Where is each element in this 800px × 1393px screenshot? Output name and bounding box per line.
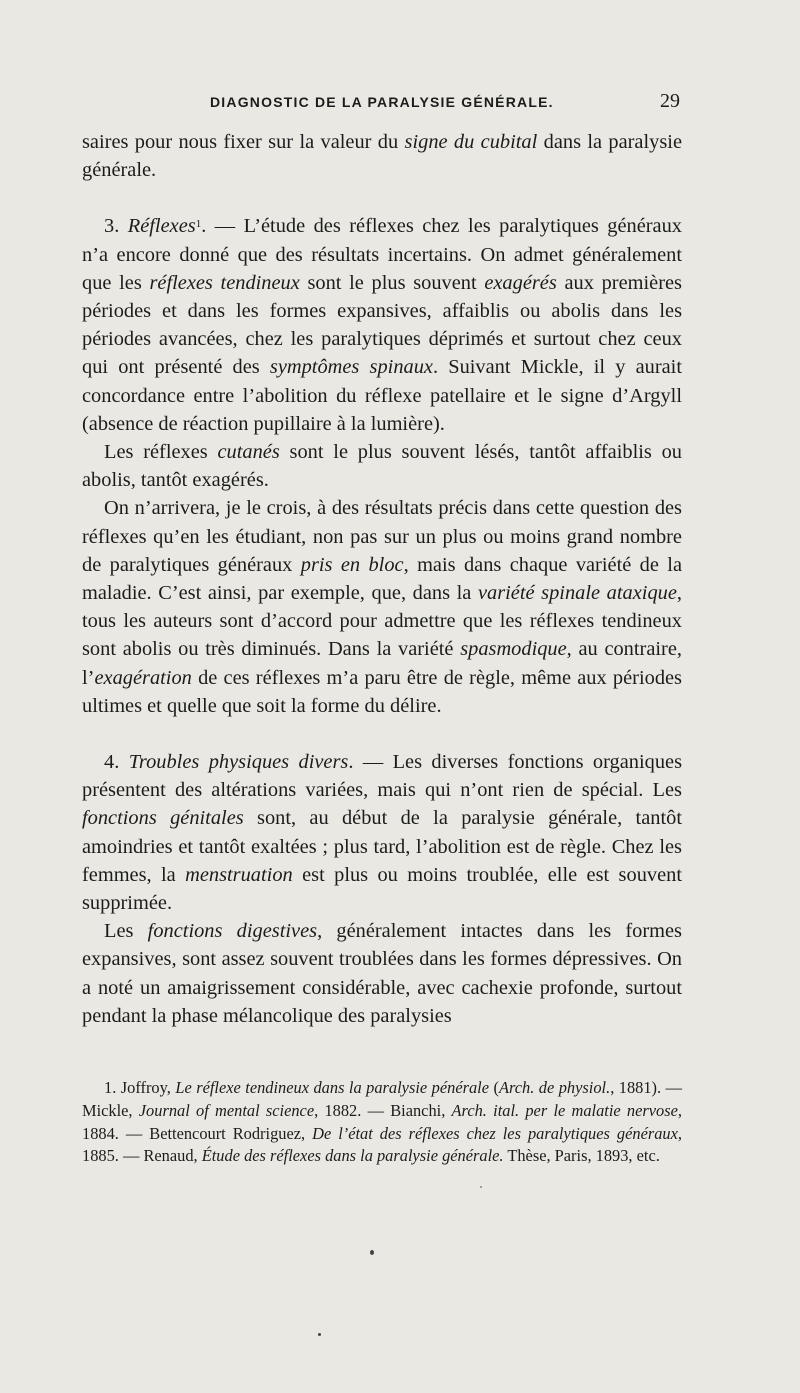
paragraph-cutaneous-reflexes: Les réflexes cutanés sont le plus souvent lésés, tantôt affaiblis ou abolis, tantôt exagérés. xyxy=(82,441,682,492)
section-heading: Troubles physiques divers xyxy=(128,751,349,774)
footnote-1: 1. Joffroy, Le réflexe tendineux dans la paralysie pénérale (Arch. de physiol., 1881). — Mickle, Journal of mental science, 1882. — Bianchi, Arch. ital. per le malatie nervose, 1884. — Bettencourt Rodriguez, De l’état des réflexes chez les paralytiques généraux, 1885. — Renaud, Étude des réflexes dans la paralysie générale. Thèse, Paris, 1893, etc. xyxy=(82,1078,683,1166)
page-number: 29 xyxy=(660,90,680,112)
paragraph-1: saires pour nous fixer sur la valeur du signe du cubital dans la paralysie générale. xyxy=(82,131,682,182)
paragraph-reflex-research: On n’arrivera, je le crois, à des résultats précis dans cette question des réflexes qu’en les étudiant, non pas sur un plus ou moins grand nombre de paralytiques généraux pris en bloc, mais dans chaque variété de la maladie. C’est ainsi, par exemple, que, dans la variété spinale ataxique, tous les auteurs sont d’accord pour admettre que les réflexes tendineux sont abolis ou très diminués. Dans la variété spasmodique, au contraire, l’exagération de ces réflexes m’a paru être de règle, même aux périodes ultimes et quelle que soit la forme du délire. xyxy=(82,497,682,717)
speck xyxy=(318,1333,321,1336)
running-head: DIAGNOSTIC DE LA PARALYSIE GÉNÉRALE. xyxy=(210,94,554,110)
section-heading: Réflexes xyxy=(127,215,196,238)
section-3-reflexes: 3. Réflexes$^1$. — L’étude des réflexes chez les paralytiques généraux n’a encore donné que des résultats incertains. On admet généralement que les réflexes tendineux sont le plus souvent exagérés aux premières périodes et dans les formes expansives, affaiblis ou abolis dans les périodes avancées, chez les paralytiques déprimés et surtout chez ceux qui ont présenté des symptômes spinaux. Suivant Mickle, il y aurait concordance entre l’abolition du réflexe patellaire et le signe d’Argyll (absence de réaction pupillaire à la lumière). xyxy=(82,215,682,435)
page-header xyxy=(82,92,680,120)
speck xyxy=(480,1186,482,1188)
footnotes xyxy=(82,1077,682,1168)
section-4-physical-troubles: 4. Troubles physiques divers. — Les diverses fonctions organiques présentent des altérations variées, mais qui n’ont rien de spécial. Les fonctions génitales sont, au début de la paralysie générale, tantôt amoindries et tantôt exaltées ; plus tard, l’abolition est de règle. Chez les femmes, la menstruation est plus ou moins troublée, elle est souvent supprimée. xyxy=(82,751,683,915)
body-text xyxy=(82,128,682,1030)
paragraph-digestive-functions: Les fonctions digestives, généralement intactes dans les formes expansives, sont assez souvent troublées dans les formes dépressives. On a noté un amaigrissement considérable, avec cachexie profonde, surtout pendant la phase mélancolique des paralysies xyxy=(82,920,682,1027)
section-number: 3. xyxy=(104,215,128,238)
section-number: 4. xyxy=(104,751,129,774)
speck xyxy=(370,1250,374,1255)
footnote-reference: 1 xyxy=(195,218,202,231)
footnote-number: 1. xyxy=(104,1078,121,1097)
